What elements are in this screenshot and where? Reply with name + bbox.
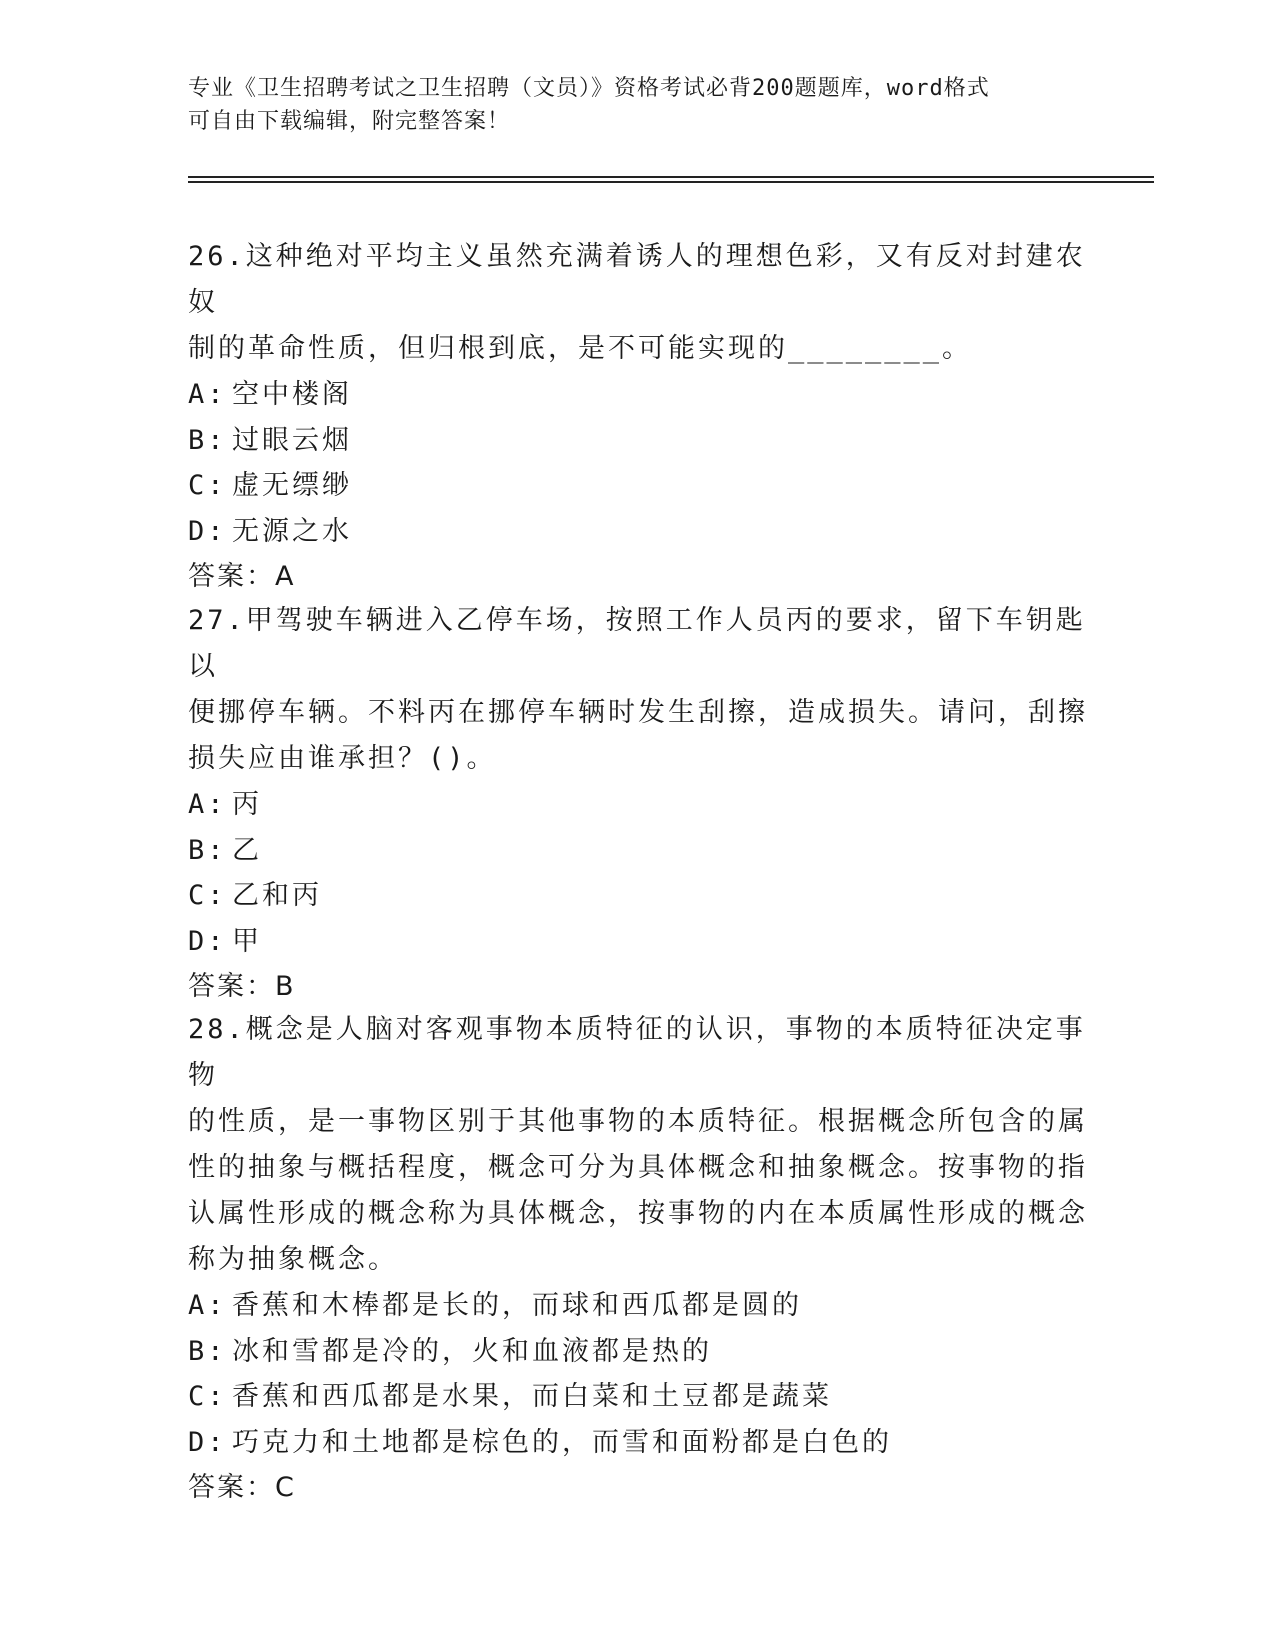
stem-line: 制的革命性质，但归根到底，是不可能实现的________。 — [188, 333, 973, 364]
stem-line: 26.这种绝对平均主义虽然充满着诱人的理想色彩，又有反对封建农奴 — [188, 241, 1086, 318]
option-c — [188, 1374, 1088, 1420]
stem-line: 的性质，是一事物区别于其他事物的本质特征。根据概念所包含的属 — [188, 1106, 1088, 1137]
document-header — [188, 72, 1088, 138]
question-28 — [188, 1007, 1088, 1511]
question-27 — [188, 598, 1088, 1010]
option-c — [188, 463, 1088, 509]
question-number: 27. — [188, 605, 246, 636]
option-text: 丙 — [232, 789, 262, 820]
stem-line: 认属性形成的概念称为具体概念，按事物的内在本质属性形成的概念 — [188, 1198, 1088, 1229]
option-d — [188, 1420, 1088, 1466]
option-letter: B: — [188, 834, 227, 866]
option-b — [188, 1329, 1088, 1375]
option-b — [188, 828, 1088, 874]
option-a — [188, 372, 1088, 418]
stem-line: 性的抽象与概括程度，概念可分为具体概念和抽象概念。按事物的指 — [188, 1152, 1088, 1183]
stem-line: 便挪停车辆。不料丙在挪停车辆时发生刮擦，造成损失。请问，刮擦 — [188, 697, 1088, 728]
answer: 答案：A — [188, 561, 296, 592]
option-text: 巧克力和土地都是棕色的，而雪和面粉都是白色的 — [232, 1426, 892, 1458]
option-letter: D: — [188, 1426, 227, 1458]
question-stem — [188, 598, 1088, 782]
option-letter: A: — [188, 379, 227, 410]
question-stem — [188, 234, 1088, 372]
question-26 — [188, 234, 1088, 600]
header-line-2: 可自由下载编辑，附完整答案！ — [188, 109, 511, 134]
option-letter: B: — [188, 1335, 227, 1367]
stem-line: 27.甲驾驶车辆进入乙停车场，按照工作人员丙的要求，留下车钥匙以 — [188, 605, 1086, 682]
option-a — [188, 1283, 1088, 1329]
option-letter: D: — [188, 925, 227, 957]
header-divider-bottom — [188, 181, 1154, 183]
option-text: 空中楼阁 — [232, 379, 352, 410]
option-b — [188, 418, 1088, 464]
question-stem — [188, 1007, 1088, 1283]
option-text: 虚无缥缈 — [232, 470, 352, 501]
answer: 答案：C — [188, 1472, 296, 1503]
stem-line: 称为抽象概念。 — [188, 1244, 398, 1275]
option-letter: C: — [188, 1381, 227, 1412]
option-d — [188, 919, 1088, 965]
option-letter: C: — [188, 470, 227, 501]
option-text: 冰和雪都是冷的，火和血液都是热的 — [232, 1335, 712, 1367]
header-divider-top — [188, 176, 1154, 178]
option-text: 甲 — [232, 925, 262, 957]
option-a — [188, 782, 1088, 828]
question-number: 26. — [188, 241, 246, 272]
option-c — [188, 873, 1088, 919]
answer: 答案：B — [188, 971, 296, 1002]
option-letter: D: — [188, 515, 227, 547]
stem-line: 损失应由谁承担？()。 — [188, 743, 497, 774]
option-text: 乙和丙 — [232, 880, 322, 911]
header-line-1: 专业《卫生招聘考试之卫生招聘（文员）》资格考试必背200题题库，word格式 — [188, 76, 990, 101]
option-letter: B: — [188, 424, 227, 456]
option-text: 乙 — [232, 834, 262, 866]
option-text: 过眼云烟 — [232, 424, 352, 456]
option-d — [188, 509, 1088, 555]
option-text: 无源之水 — [232, 515, 352, 547]
stem-line: 28.概念是人脑对客观事物本质特征的认识，事物的本质特征决定事物 — [188, 1014, 1086, 1091]
option-text: 香蕉和木棒都是长的，而球和西瓜都是圆的 — [232, 1290, 802, 1321]
option-letter: A: — [188, 789, 227, 820]
option-text: 香蕉和西瓜都是水果，而白菜和土豆都是蔬菜 — [232, 1381, 832, 1412]
option-letter: C: — [188, 880, 227, 911]
option-letter: A: — [188, 1290, 227, 1321]
question-number: 28. — [188, 1014, 246, 1045]
